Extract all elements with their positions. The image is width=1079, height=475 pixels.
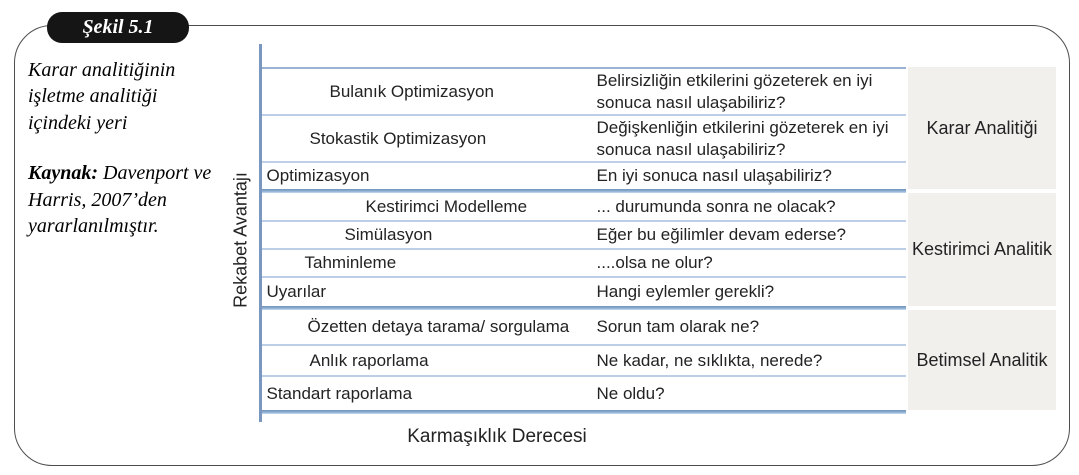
row-label: Stokastik Optimizasyon	[309, 128, 487, 148]
row-question: Değişkenliğin etkilerini gözeterek en iyi sonuca nasıl ulaşabiliriz?	[596, 117, 889, 159]
row-label: Bulanık Optimizasyon	[329, 81, 494, 101]
row-question: Sorun tam olarak ne?	[596, 317, 760, 336]
row-label: Standart raporlama	[266, 383, 413, 403]
table-row	[262, 248, 906, 276]
table-row	[262, 375, 906, 410]
group-panel-betimsel-analitik	[908, 310, 1056, 410]
table-row	[262, 276, 906, 306]
figure-badge-label: Şekil 5.1	[82, 16, 154, 38]
y-axis-label: Rekabet Avantajı	[230, 172, 251, 308]
row-label: Uyarılar	[266, 282, 327, 301]
row-label: Simülasyon	[344, 225, 433, 244]
row-question: ... durumunda sonra ne olacak?	[596, 196, 836, 216]
row-question: Ne kadar, ne sıklıkta, nerede?	[596, 350, 823, 370]
source-text: Davenport ve Harris, 2007’den yararlanılmıştır.	[28, 162, 212, 237]
group-panel-label: Karar Analitiği	[926, 117, 1038, 138]
table-row	[262, 161, 906, 189]
row-question: En iyi sonuca nasıl ulaşabiliriz?	[596, 166, 832, 185]
row-label: Tahminleme	[304, 253, 397, 272]
row-question: Eğer bu eğilimler devam ederse?	[596, 225, 846, 244]
table-row	[262, 220, 906, 248]
figure-caption: Karar analitiğinin işletme analitiği içindeki yeri	[28, 59, 176, 134]
figure-badge	[47, 12, 189, 43]
row-question: Hangi eylemler gerekli?	[596, 282, 775, 301]
analytics-table	[262, 67, 906, 414]
source-label: Kaynak:	[28, 162, 98, 185]
group-panel-kestirimci-analitik	[908, 193, 1056, 306]
group-panel-label: Kestirimci Analitik	[911, 239, 1053, 259]
figure-source	[28, 160, 220, 239]
x-axis-label: Karmaşıklık Derecesi	[407, 426, 587, 447]
table-row	[262, 310, 906, 344]
table-row	[262, 193, 906, 220]
row-label: Özetten detaya tarama/ sorgulama	[307, 317, 570, 336]
table-row	[262, 114, 906, 161]
table-bottom-border	[262, 410, 906, 414]
row-question: Belirsizliğin etkilerini gözeterek en iyi sonuca nasıl ulaşabiliriz?	[596, 70, 873, 112]
caption-block	[28, 57, 220, 239]
row-label: Anlık raporlama	[309, 350, 429, 370]
group-karar-analitigi	[262, 69, 906, 189]
table-row	[262, 69, 906, 114]
row-question: Ne oldu?	[596, 383, 665, 403]
group-panel-karar-analitigi	[908, 67, 1056, 189]
row-question: ....olsa ne olur?	[596, 253, 713, 272]
row-label: Kestirimci Modelleme	[365, 196, 528, 216]
table-row	[262, 344, 906, 375]
group-kestirimci-analitik	[262, 193, 906, 306]
group-panel-label: Betimsel Analitik	[916, 349, 1048, 370]
group-betimsel-analitik	[262, 310, 906, 410]
row-label: Optimizasyon	[266, 166, 370, 185]
